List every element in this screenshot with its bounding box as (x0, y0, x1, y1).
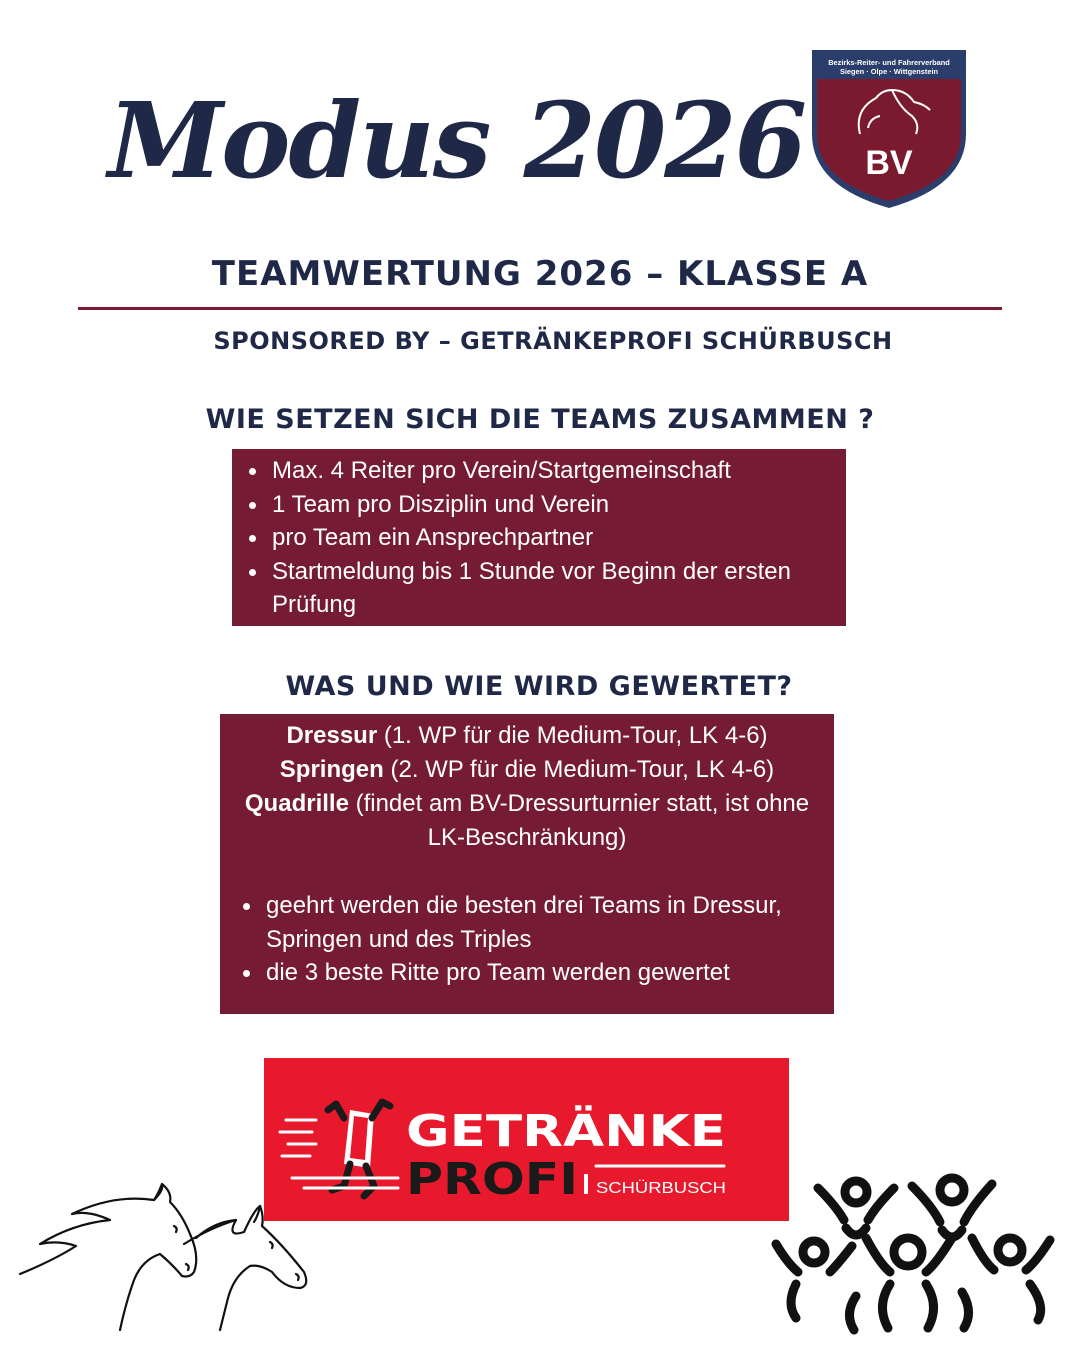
crest-org-line2: Siegen · Olpe · Wittgenstein (839, 67, 939, 76)
discipline-name: Quadrille (244, 790, 349, 817)
crest-shield-icon (808, 46, 970, 212)
bv-crest-logo (808, 46, 970, 212)
discipline-springen (220, 753, 834, 787)
logo-word-schuerbusch: SCHÜRBUSCH (596, 1180, 709, 1197)
sponsor-logo (264, 1058, 789, 1221)
discipline-quadrille (220, 787, 834, 855)
page-title: Modus 2026 (108, 79, 806, 202)
discipline-detail: (2. WP für die Medium-Tour, LK 4-6) (383, 756, 775, 783)
crest-org-line1: Bezirks-Reiter- und Fahrerverband (828, 58, 950, 67)
composition-heading: WIE SETZEN SICH DIE TEAMS ZUSAMMEN ? (205, 404, 875, 435)
scoring-box (220, 714, 834, 1014)
list-item: 1 Team pro Disziplin und Verein (232, 488, 840, 522)
composition-list (232, 454, 840, 622)
logo-word-getraenke: GETRÄNKE (406, 1106, 672, 1157)
crest-abbrev: BV (865, 144, 913, 182)
list-item: Startmeldung bis 1 Stunde vor Beginn der ersten Prüfung (232, 555, 840, 622)
sponsor-line: SPONSORED BY – GETRÄNKEPROFI SCHÜRBUSCH (213, 327, 893, 355)
scoring-heading: WAS UND WIE WIRD GEWERTET? (285, 671, 793, 702)
title-divider (78, 307, 1002, 310)
list-item: die 3 beste Ritte pro Team werden gewertet (226, 956, 826, 990)
list-item: Max. 4 Reiter pro Verein/Startgemeinschaft (232, 454, 840, 488)
discipline-dressur (220, 719, 834, 753)
horses-line-art-icon (14, 1180, 324, 1340)
discipline-name: Dressur (286, 722, 378, 749)
discipline-detail: (findet am BV-Dressurturnier statt, ist ohne LK-Beschränkung) (348, 790, 810, 851)
discipline-detail: (1. WP für die Medium-Tour, LK 4-6) (377, 722, 768, 749)
scoring-list (226, 889, 826, 990)
list-item: pro Team ein Ansprechpartner (232, 521, 840, 555)
list-item: geehrt werden die besten drei Teams in Dressur, Springen und des Triples (226, 889, 826, 956)
logo-word-profi: PROFI (406, 1154, 578, 1205)
discipline-name: Springen (279, 756, 384, 783)
cheering-team-icon (756, 1168, 1072, 1338)
composition-box (232, 449, 846, 626)
discipline-list (220, 719, 834, 855)
section-title: TEAMWERTUNG 2026 – KLASSE A (211, 254, 869, 294)
